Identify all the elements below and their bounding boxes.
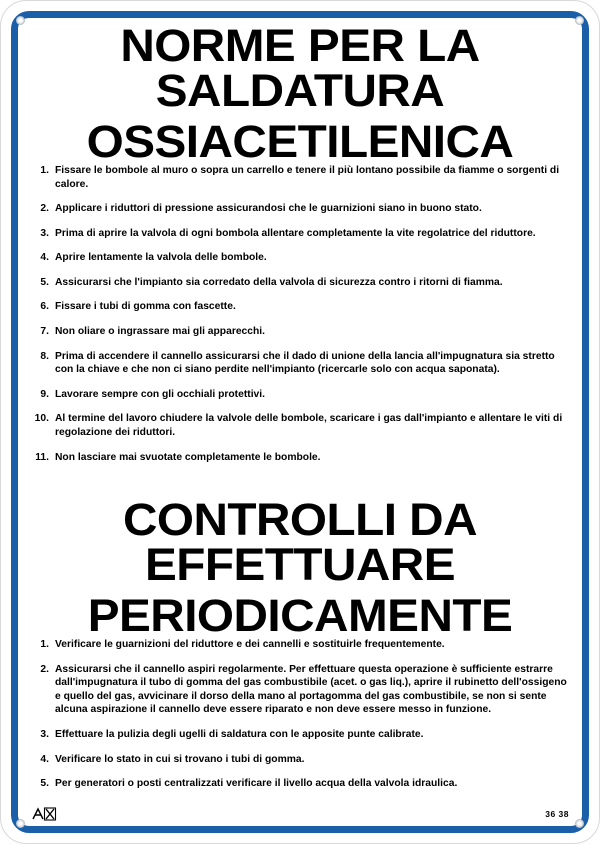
list-item [25,753,575,767]
list-item [25,388,575,402]
list-item [25,325,575,339]
list-item [25,227,575,241]
list-item [25,300,575,314]
list-item-number: 1. [40,165,49,176]
list-item-number: 4. [40,753,49,765]
section-two-title-line-2: PERIODICAMENTE [87,590,513,642]
list-item [25,251,575,265]
list-item [25,164,575,191]
list-item [25,663,575,717]
list-item-number: 7. [40,326,49,338]
title-line-2: OSSIACETILENICA [86,116,514,167]
list-item-text: Non lasciare mai svuotate completamente le bombole. [55,451,321,463]
section-two-title-line-1: CONTROLLI DA EFFETTUARE [122,494,478,591]
sign-footer [25,803,575,821]
list-item-number: 4. [40,252,49,264]
manufacturer-logo-icon [31,807,61,821]
list-item [25,777,575,791]
list-item-text: Fissare i tubi di gomma con fascette. [55,301,236,313]
list-item-text: Applicare i riduttori di pressione assicurandosi che le guarnizioni siano in buono stato. [55,203,482,215]
sign-code: 36 38 [545,809,569,819]
list-item [25,202,575,216]
list-item-number: 8. [40,350,49,362]
section-two-title [25,494,575,642]
mounting-hole-bottom-right [575,819,584,828]
list-item [25,451,575,465]
list-item-text: Assicurarsi che il cannello aspiri regolarmente. Per effettuare questa operazione è sufficiente estrarre dall'impugnatura il tubo di gomma del gas combustibile (acet. o gas liq.), aprire il rubinetto dell'ossigeno e quello del gas, avvicinare il dorso della mano al portagomma del gas combustibile, se non si sente alcuna aspirazione il cannello deve essere riparato e non deve essere messo in funzione. [55,663,567,716]
list-item-text: Prima di accendere il cannello assicurarsi che il dado di unione della lancia all'impugnatura sia stretto con la chiave e che non ci siano perdite nell'impianto (ricercarle solo con acqua saponata). [55,350,555,376]
list-item-text: Assicurarsi che l'impianto sia corredato della valvola di sicurezza contro i ritorni di fiamma. [55,276,503,288]
list-item-text: Non oliare o ingrassare mai gli apparecchi. [55,326,266,338]
list-item-number: 6. [40,301,49,313]
list-item-number: 10. [34,413,49,425]
list-item-number: 2. [40,203,49,215]
sign-content [25,20,575,821]
list-item-number: 3. [40,728,49,740]
list-item [25,728,575,742]
list-item-text: Verificare lo stato in cui si trovano i tubi di gomma. [55,753,305,765]
title-line-1: NORME PER LA SALDATURA [120,20,480,116]
periodic-checks-list [25,638,575,791]
page-title [25,20,575,167]
list-item-number: 11. [35,451,49,463]
list-item [25,412,575,439]
list-item-number: 3. [40,227,49,239]
welding-rules-list [25,164,575,464]
list-item-text: Per generatori o posti centralizzati verificare il livello acqua della valvola idraulica. [55,778,458,790]
list-item-text: Verificare le guarnizioni del riduttore e dei cannelli e sostituirle frequentemente. [55,639,445,651]
list-item-number: 9. [40,388,49,400]
list-item-text: Lavorare sempre con gli occhiali protettivi. [55,388,266,400]
list-item [25,276,575,290]
list-item-number: 5. [40,276,49,288]
list-item-text: Aprire lentamente la valvola delle bombole. [55,252,267,264]
mounting-hole-bottom-left [16,819,25,828]
list-item [25,638,575,652]
list-item-number: 2. [40,663,49,675]
list-item-text: Prima di aprire la valvola di ogni bombola allentare completamente la vite regolatrice del riduttore. [55,227,536,239]
list-item-number: 5. [40,778,49,790]
list-item-number: 1. [40,639,49,651]
list-item [25,350,575,377]
list-item-text: Al termine del lavoro chiudere la valvole delle bombole, scaricare i gas dall'impianto e allentare le viti di regolazione dei riduttori. [55,413,563,438]
list-item-text: Fissare le bombole al muro o sopra un carrello e tenere il più lontano possibile da fiamme o sorgenti di calore. [55,165,560,190]
list-item-text: Effettuare la pulizia degli ugelli di saldatura con le apposite punte calibrate. [55,728,424,740]
